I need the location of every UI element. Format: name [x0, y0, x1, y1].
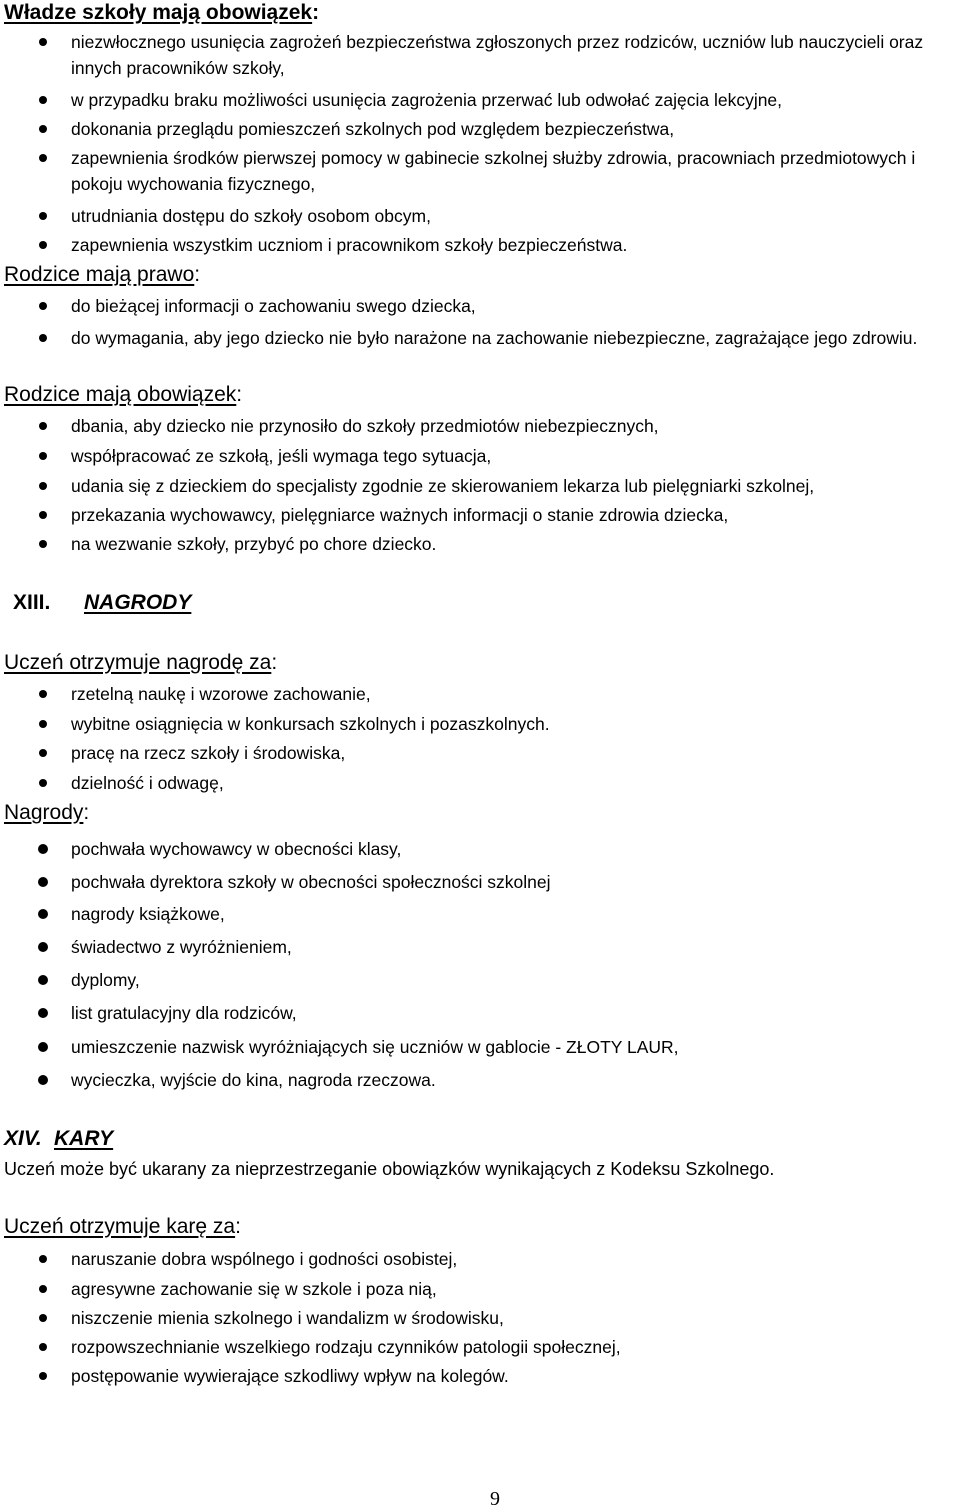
- bullet-icon: [39, 540, 47, 548]
- heading-rewards: Nagrody:: [4, 801, 90, 824]
- list-item: współpracować ze szkołą, jeśli wymaga tego sytuacja,: [71, 442, 957, 471]
- bullet-icon: [39, 720, 47, 728]
- bullet-icon: [39, 452, 47, 460]
- heading-parents-rights: Rodzice mają prawo:: [4, 263, 201, 286]
- list-item: świadectwo z wyróżnieniem,: [71, 933, 957, 962]
- bullet-icon: [38, 877, 48, 887]
- bullet-icon: [39, 302, 47, 310]
- list-item: do bieżącej informacji o zachowaniu swego dziecka,: [71, 292, 957, 321]
- section-title: KARY: [54, 1127, 114, 1150]
- list-item: postępowanie wywierające szkodliwy wpływ na kolegów.: [71, 1362, 957, 1391]
- bullet-icon: [39, 1372, 47, 1380]
- bullet-icon: [38, 1042, 48, 1052]
- list-item: agresywne zachowanie się w szkole i poza nią,: [71, 1275, 957, 1304]
- bullet-icon: [39, 212, 47, 220]
- list-item: pochwała wychowawcy w obecności klasy,: [71, 835, 957, 864]
- bullet-icon: [39, 511, 47, 519]
- bullet-icon: [39, 779, 47, 787]
- heading-parents-duties: Rodzice mają obowiązek:: [4, 383, 243, 406]
- bullet-icon: [39, 241, 47, 249]
- bullet-icon: [38, 909, 48, 919]
- list-item: list gratulacyjny dla rodziców,: [71, 999, 957, 1028]
- list-item: na wezwanie szkoły, przybyć po chore dziecko.: [71, 530, 957, 559]
- list-item: dzielność i odwagę,: [71, 769, 957, 798]
- bullet-icon: [38, 1008, 48, 1018]
- bullet-icon: [39, 690, 47, 698]
- bullet-icon: [39, 38, 47, 46]
- bullet-icon: [39, 96, 47, 104]
- bullet-icon: [39, 1314, 47, 1322]
- section-title: NAGRODY: [84, 591, 192, 614]
- bullet-icon: [38, 942, 48, 952]
- bullet-icon: [39, 1285, 47, 1293]
- list-item: niszczenie mienia szkolnego i wandalizm w środowisku,: [71, 1304, 957, 1333]
- section-number: XIV.: [4, 1127, 42, 1150]
- list-item: dyplomy,: [71, 966, 957, 995]
- list-item: wybitne osiągnięcia w konkursach szkolnych i pozaszkolnych.: [71, 710, 957, 739]
- bullet-icon: [38, 1075, 48, 1085]
- list-item: przekazania wychowawcy, pielęgniarce ważnych informacji o stanie zdrowia dziecka,: [71, 501, 957, 530]
- list-item: zapewnienia środków pierwszej pomocy w gabinecie szkolnej służby zdrowia, pracowniach przedmiotowych i pokoju wychowania fizycznego,: [71, 145, 923, 197]
- list-item: dokonania przeglądu pomieszczeń szkolnych pod względem bezpieczeństwa,: [71, 116, 957, 142]
- bullet-icon: [39, 125, 47, 133]
- bullet-icon: [39, 154, 47, 162]
- list-item: do wymagania, aby jego dziecko nie było narażone na zachowanie niebezpieczne, zagrażające jego zdrowiu.: [71, 325, 951, 351]
- list-item: utrudniania dostępu do szkoły osobom obcym,: [71, 203, 957, 229]
- list-item: w przypadku braku możliwości usunięcia zagrożenia przerwać lub odwołać zajęcia lekcyjne,: [71, 87, 957, 113]
- list-item: pracę na rzecz szkoły i środowiska,: [71, 739, 957, 768]
- bullet-icon: [39, 1343, 47, 1351]
- bullet-icon: [39, 482, 47, 490]
- bullet-icon: [39, 334, 47, 342]
- bullet-icon: [39, 422, 47, 430]
- section-number: XIII.: [13, 591, 51, 614]
- list-item: naruszanie dobra wspólnego i godności osobistej,: [71, 1245, 957, 1274]
- section-intro: Uczeń może być ukarany za nieprzestrzeganie obowiązków wynikających z Kodeksu Szkolnego.: [4, 1159, 775, 1179]
- list-item: nagrody książkowe,: [71, 900, 957, 929]
- list-item: pochwała dyrektora szkoły w obecności społeczności szkolnej: [71, 868, 957, 897]
- bullet-icon: [39, 749, 47, 757]
- list-item: dbania, aby dziecko nie przynosiło do szkoły przedmiotów niebezpiecznych,: [71, 412, 957, 441]
- bullet-icon: [38, 844, 48, 854]
- list-item: rzetelną naukę i wzorowe zachowanie,: [71, 680, 957, 709]
- list-item: niezwłocznego usunięcia zagrożeń bezpieczeństwa zgłoszonych przez rodziców, uczniów lub nauczycieli oraz innych pracowników szkoły,: [71, 29, 951, 81]
- list-item: wycieczka, wyjście do kina, nagroda rzeczowa.: [71, 1066, 957, 1095]
- list-item: zapewnienia wszystkim uczniom i pracownikom szkoły bezpieczeństwa.: [71, 232, 957, 258]
- page-number: 9: [490, 1488, 500, 1510]
- list-item: udania się z dzieckiem do specjalisty zgodnie ze skierowaniem lekarza lub pielęgniarki szkolnej,: [71, 472, 957, 501]
- heading-student-reward-for: Uczeń otrzymuje nagrodę za:: [4, 651, 278, 674]
- heading-school-authorities-duties: Władze szkoły mają obowiązek:: [4, 1, 320, 24]
- bullet-icon: [39, 1255, 47, 1263]
- list-item: umieszczenie nazwisk wyróżniających się uczniów w gablocie - ZŁOTY LAUR,: [71, 1033, 957, 1062]
- list-item: rozpowszechnianie wszelkiego rodzaju czynników patologii społecznej,: [71, 1333, 957, 1362]
- heading-student-punishment-for: Uczeń otrzymuje karę za:: [4, 1215, 241, 1238]
- bullet-icon: [38, 975, 48, 985]
